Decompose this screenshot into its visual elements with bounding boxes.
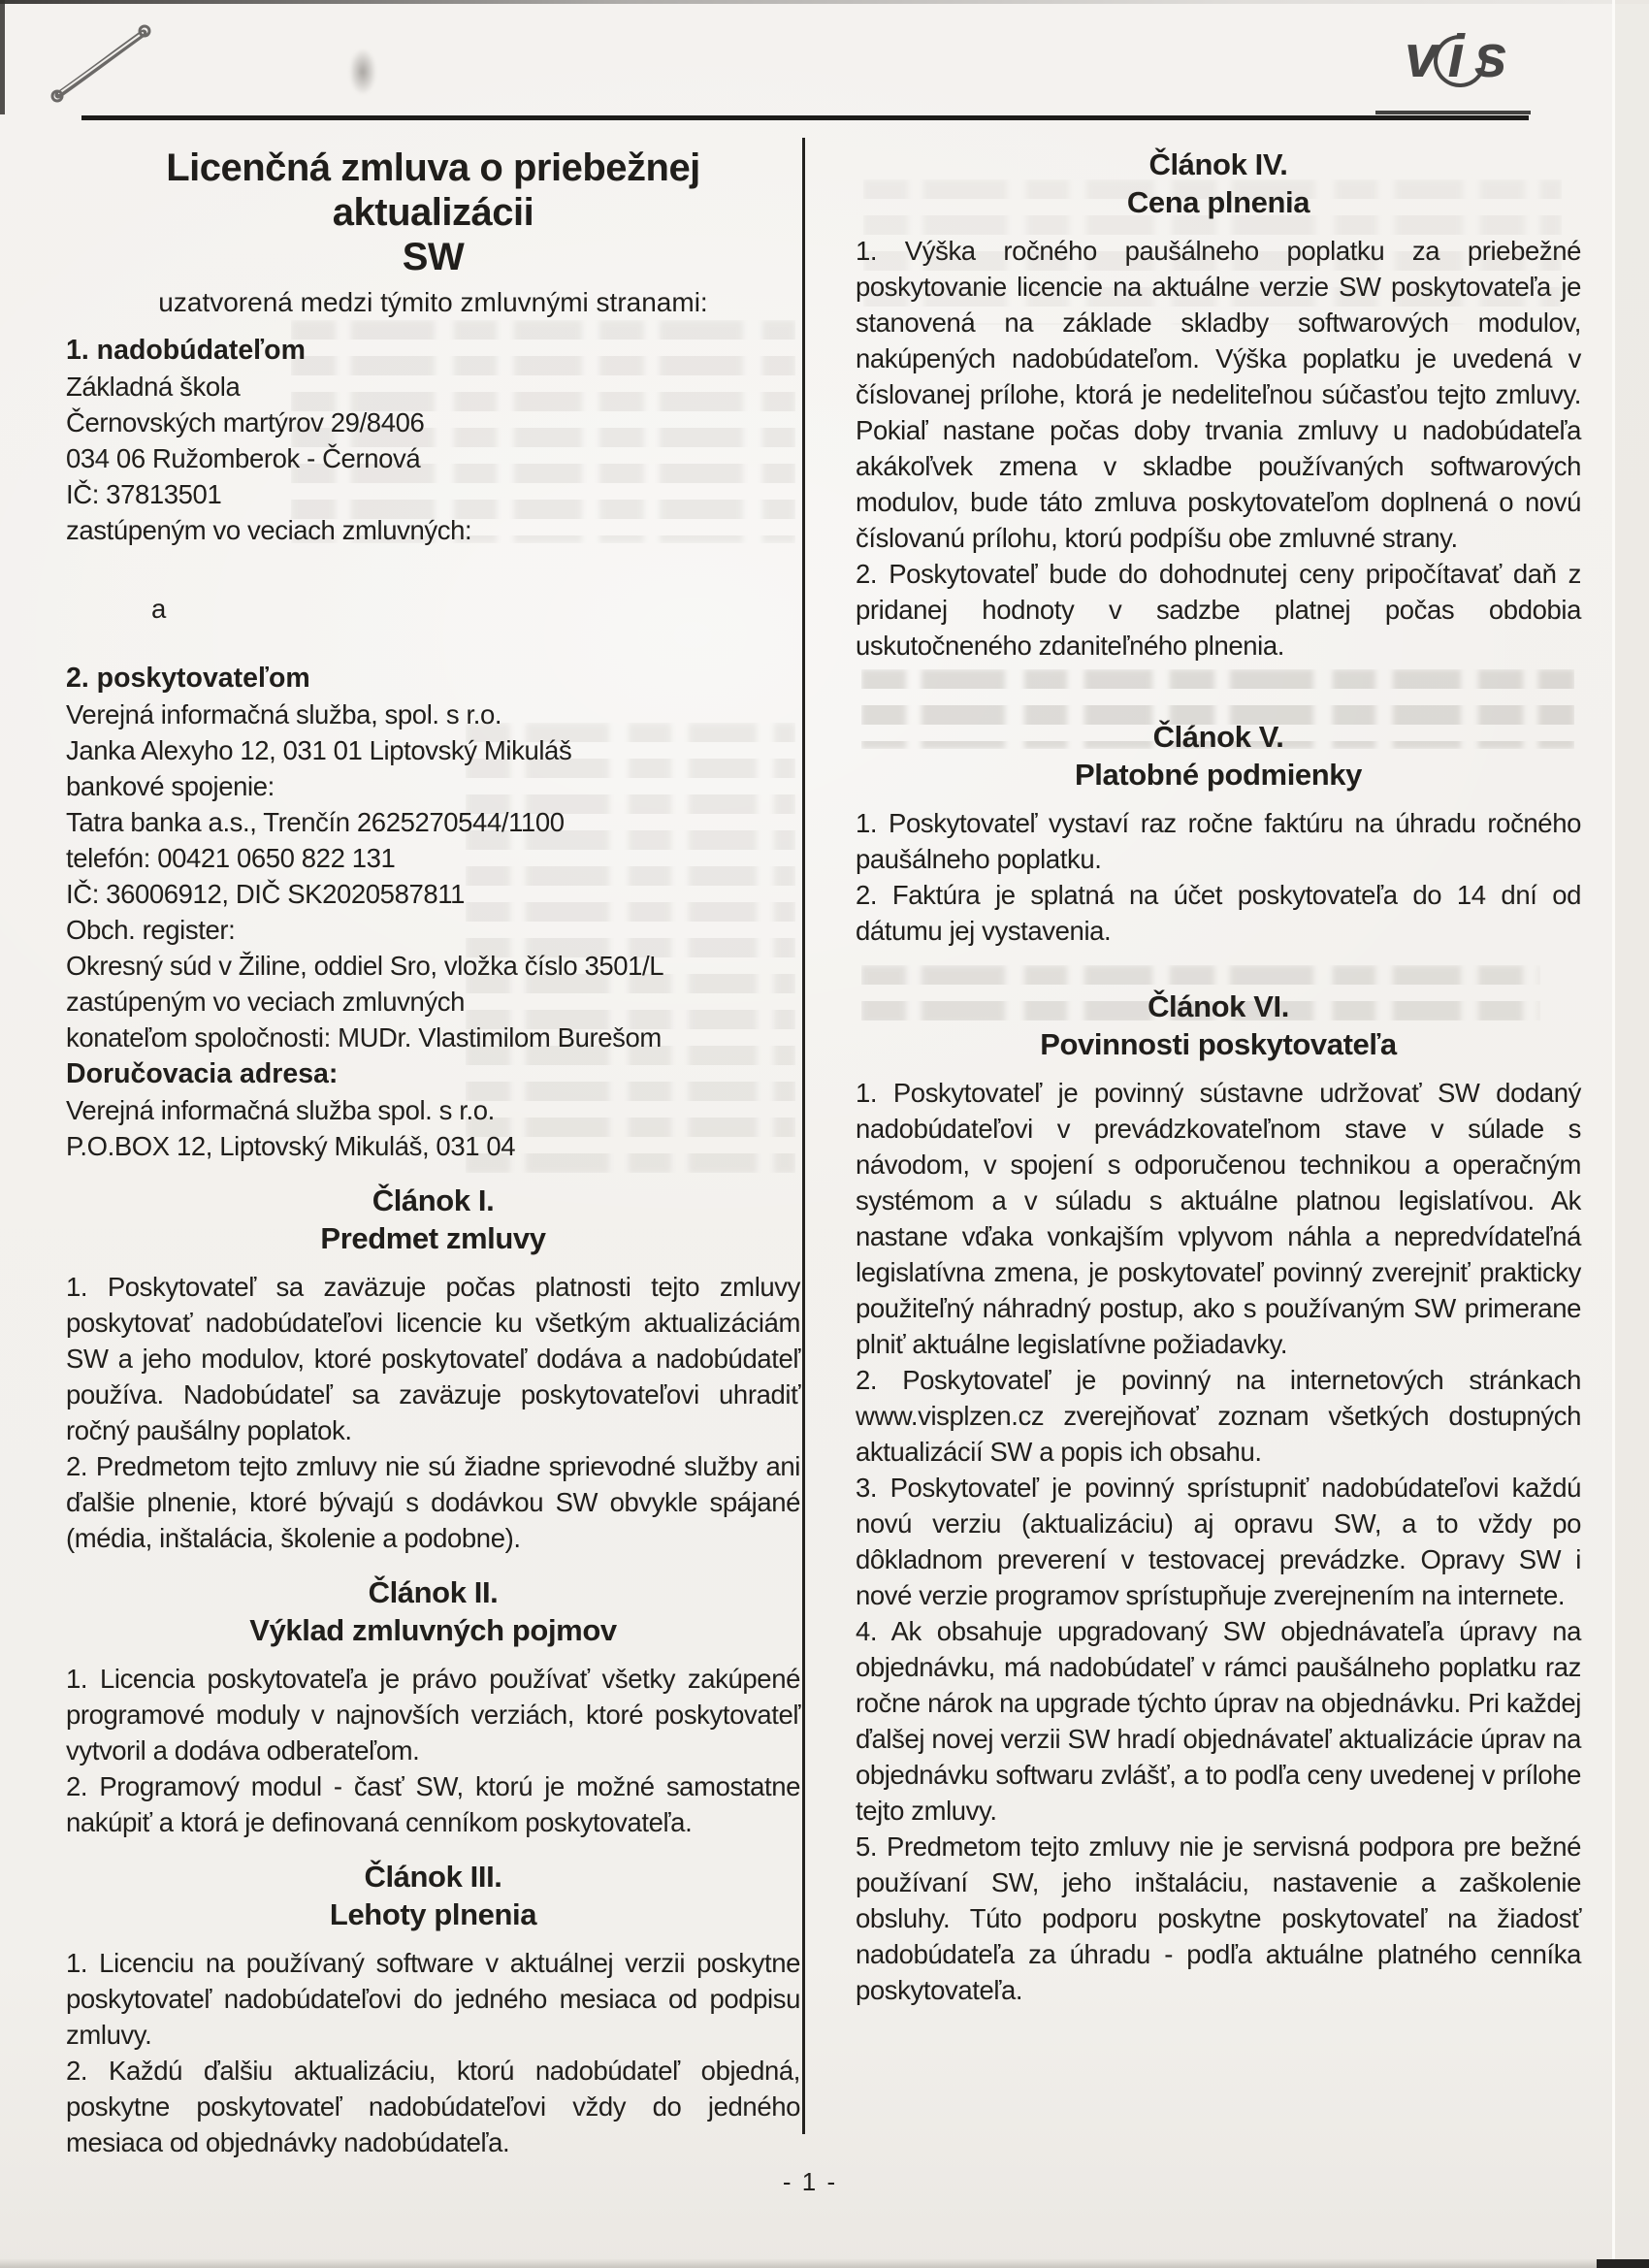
header-rule [81, 115, 1529, 120]
party-acquirer-heading: 1. nadobúdateľom [66, 335, 306, 366]
article-5-heading: Článok V. [1152, 720, 1284, 754]
article-2-heading: Článok II. [368, 1575, 499, 1609]
party-provider-line: Okresný súd v Žiline, oddiel Sro, vložka číslo 3501/L [66, 951, 664, 981]
article-1-section [66, 1182, 800, 1556]
right-column [856, 146, 1581, 2008]
party-acquirer-line: zastúpeným vo veciach zmluvných: [66, 515, 472, 545]
scan-edge-bottom [0, 2259, 1649, 2268]
party-provider-line: bankové spojenie: [66, 771, 275, 801]
logo-underline [1375, 111, 1531, 114]
article-4-section [856, 146, 1581, 664]
party-provider-line: Obch. register: [66, 915, 236, 945]
document-title [66, 146, 800, 279]
party-provider-block [66, 660, 800, 1164]
article-3-paragraph: 2. Každú ďalšiu aktualizáciu, ktorú nadobúdateľ objedná, poskytne poskytovateľ nadobúdateľovi vždy do jedného mesiaca od objednávky nadobúdateľa. [66, 2056, 800, 2157]
document-subtitle: uzatvorená medzi týmito zmluvnými stranami: [158, 287, 708, 317]
conjunction-a: a [151, 594, 166, 624]
article-4-heading: Článok IV. [1148, 147, 1288, 181]
document-title-line1: Licenčná zmluva o priebežnej aktualizácii [166, 146, 700, 234]
vis-logo [1405, 23, 1510, 91]
scan-edge-top [0, 0, 1649, 4]
scan-edge-right-shade [1615, 0, 1649, 2268]
scan-edge-left [0, 0, 5, 114]
party-provider-line: IČ: 36006912, DIČ SK2020587811 [66, 879, 466, 909]
article-6-heading: Článok VI. [1148, 989, 1289, 1023]
article-3-section [66, 1858, 800, 2160]
party-acquirer-line: 034 06 Ružomberok - Černová [66, 443, 421, 473]
article-4-paragraph: 1. Výška ročného paušálneho poplatku za priebežné poskytovanie licencie na aktuálne verzie SW poskytovateľa je stanovená na základe skladby softwarových modulov, nakúpených nadobúdateľom. Výška poplatku je uvedená v číslovanej prílohe, ktorá je nedeliteľnou súčasťou tejto zmluvy. Pokiaľ nastane počas doby trvania zmluvy u nadobúdateľa akákoľvek zmena v skladbe používaných softwarových modulov, bude táto zmluva poskytovateľom doplnená o novú číslovanú prílohu, ktorú podpíšu obe zmluvné strany. [856, 236, 1581, 553]
article-1-paragraph: 1. Poskytovateľ sa zaväzuje počas platnosti tejto zmluvy poskytovať nadobúdateľovi licencie ku všetkým aktualizáciám SW a jeho modulov, ktoré poskytovateľ dodáva a nadobúdateľ používa. Nadobúdateľ sa zaväzuje poskytovateľovi uhradiť ročný paušálny poplatok. [66, 1272, 800, 1445]
document-title-line2: SW [402, 236, 465, 278]
party-provider-heading: 2. poskytovateľom [66, 663, 310, 694]
article-5-subheading: Platobné podmienky [1075, 758, 1362, 792]
party-acquirer-line: Černovských martýrov 29/8406 [66, 407, 425, 437]
article-1-subheading: Predmet zmluvy [320, 1221, 546, 1255]
delivery-address-heading: Doručovacia adresa: [66, 1058, 339, 1089]
article-1-paragraph: 2. Predmetom tejto zmluvy nie sú žiadne sprievodné služby ani ďalšie plnenie, ktoré bývajú s dodávkou SW obvykle spájané (média, inštalácia, školenie a podobne). [66, 1451, 800, 1553]
article-5-section [856, 718, 1581, 949]
article-2-subheading: Výklad zmluvných pojmov [249, 1613, 617, 1647]
delivery-address-line: P.O.BOX 12, Liptovský Mikuláš, 031 04 [66, 1131, 516, 1161]
article-6-paragraph: 4. Ak obsahuje upgradovaný SW objednávateľa úpravy na objednávku, má nadobúdateľ v rámci paušálneho poplatku raz ročne nárok na upgrade týchto úprav na objednávku. Pri každej ďalšej novej verzii SW hradí objednávateľ aktualizácie úprav na objednávku softwaru zvlášť, a to podľa ceny uvedenej v prílohe tejto zmluvy. [856, 1616, 1581, 1826]
party-provider-line: zastúpeným vo veciach zmluvných [66, 987, 465, 1017]
party-provider-line: telefón: 00421 0650 822 131 [66, 843, 396, 873]
article-5-paragraph: 1. Poskytovateľ vystaví raz ročne faktúru na úhradu ročného paušálneho poplatku. [856, 808, 1581, 874]
article-3-paragraph: 1. Licenciu na používaný software v aktuálnej verzii poskytne poskytovateľ nadobúdateľovi do jedného mesiaca od podpisu zmluvy. [66, 1948, 800, 2050]
article-6-subheading: Povinnosti poskytovateľa [1040, 1027, 1397, 1061]
left-column [66, 146, 800, 2160]
article-4-paragraph: 2. Poskytovateľ bude do dohodnutej ceny pripočítavať daň z pridanej hodnoty v sadzbe platnej počas obdobia uskutočneného zdaniteľného plnenia. [856, 559, 1581, 661]
article-6-paragraph: 1. Poskytovateľ je povinný sústavne udržovať SW dodaný nadobúdateľovi v prevádzkovateľnom stave v súlade s návodom, v spojení s odporučenou technikou a operačným systémom a v súladu s aktuálne platnou legislatívou. Ak nastane vďaka vonkajším vplyvom náhla a nepredvídateľná legislatívna zmena, je poskytovateľ povinný zverejniť prakticky použiteľný náhradný postup, ako s používaným SW primerane plniť aktuálne legislatívne požiadavky. [856, 1078, 1581, 1359]
logo-letter-i-wrap [1440, 23, 1473, 91]
party-provider-line: konateľom spoločnosti: MUDr. Vlastimilom Burešom [66, 1022, 662, 1053]
article-6-paragraph: 2. Poskytovateľ je povinný na internetových stránkach www.visplzen.cz zverejňovať zoznam všetkých dostupných aktualizácií SW a popis ich obsahu. [856, 1365, 1581, 1467]
scan-corner-artifact [1597, 2259, 1649, 2268]
party-acquirer-line: Základná škola [66, 372, 241, 402]
column-divider [802, 138, 805, 2134]
article-2-section [66, 1573, 800, 1840]
article-2-paragraph: 2. Programový modul - časť SW, ktorú je možné samostatne nakúpiť a ktorá je definovaná cenníkom poskytovateľa. [66, 1771, 800, 1837]
article-3-heading: Článok III. [364, 1860, 502, 1894]
article-2-paragraphs [66, 1661, 800, 1840]
article-2-paragraph: 1. Licencia poskytovateľa je právo používať všetky zakúpené programové moduly v najnovších verziách, ktoré poskytovateľ vytvoril a dodáva odberateľom. [66, 1664, 800, 1766]
article-4-subheading: Cena plnenia [1126, 185, 1310, 219]
delivery-address-line: Verejná informačná služba spol. s r.o. [66, 1095, 495, 1125]
article-3-paragraphs [66, 1945, 800, 2160]
article-4-paragraphs [856, 233, 1581, 664]
article-1-paragraphs [66, 1269, 800, 1556]
logo-letter-s: s [1473, 23, 1511, 90]
article-6-paragraph: 3. Poskytovateľ je povinný sprístupniť nadobúdateľovi každú novú verziu (aktualizáciu) aj opravu SW, a to vždy po dôkladnom preverení v testovacej prevádzke. Opravy SW i nové verzie programov sprístupňuje zverejnením na internete. [856, 1473, 1581, 1610]
article-1-heading: Článok I. [372, 1183, 495, 1217]
article-6-paragraphs [856, 1075, 1581, 2008]
article-6-section [856, 988, 1581, 2008]
logo-letter-v: v [1405, 23, 1441, 90]
pen-stroke-mark [47, 17, 163, 110]
ink-smudge [349, 49, 376, 95]
logo-letter-i: i [1447, 23, 1468, 90]
article-3-subheading: Lehoty plnenia [329, 1897, 537, 1931]
party-provider-line: Tatra banka a.s., Trenčín 2625270544/1100 [66, 807, 565, 837]
article-5-paragraphs [856, 805, 1581, 949]
party-provider-line: Janka Alexyho 12, 031 01 Liptovský Mikuláš [66, 735, 572, 765]
article-6-paragraph: 5. Predmetom tejto zmluvy nie je servisná podpora pre bežné používaní SW, jeho inštaláciu, nastavenie a zaškolenie obsluhy. Túto podporu poskytne poskytovateľ na žiadosť nadobúdateľa za úhradu - podľa aktuálne platného cenníka poskytovateľa. [856, 1831, 1581, 2005]
party-provider-line: Verejná informačná služba, spol. s r.o. [66, 699, 502, 729]
party-acquirer-line: IČ: 37813501 [66, 479, 222, 509]
article-5-paragraph: 2. Faktúra je splatná na účet poskytovateľa do 14 dní od dátumu jej vystavenia. [856, 880, 1581, 946]
page-number: - 1 - [782, 2167, 838, 2196]
party-acquirer-block [66, 332, 800, 548]
